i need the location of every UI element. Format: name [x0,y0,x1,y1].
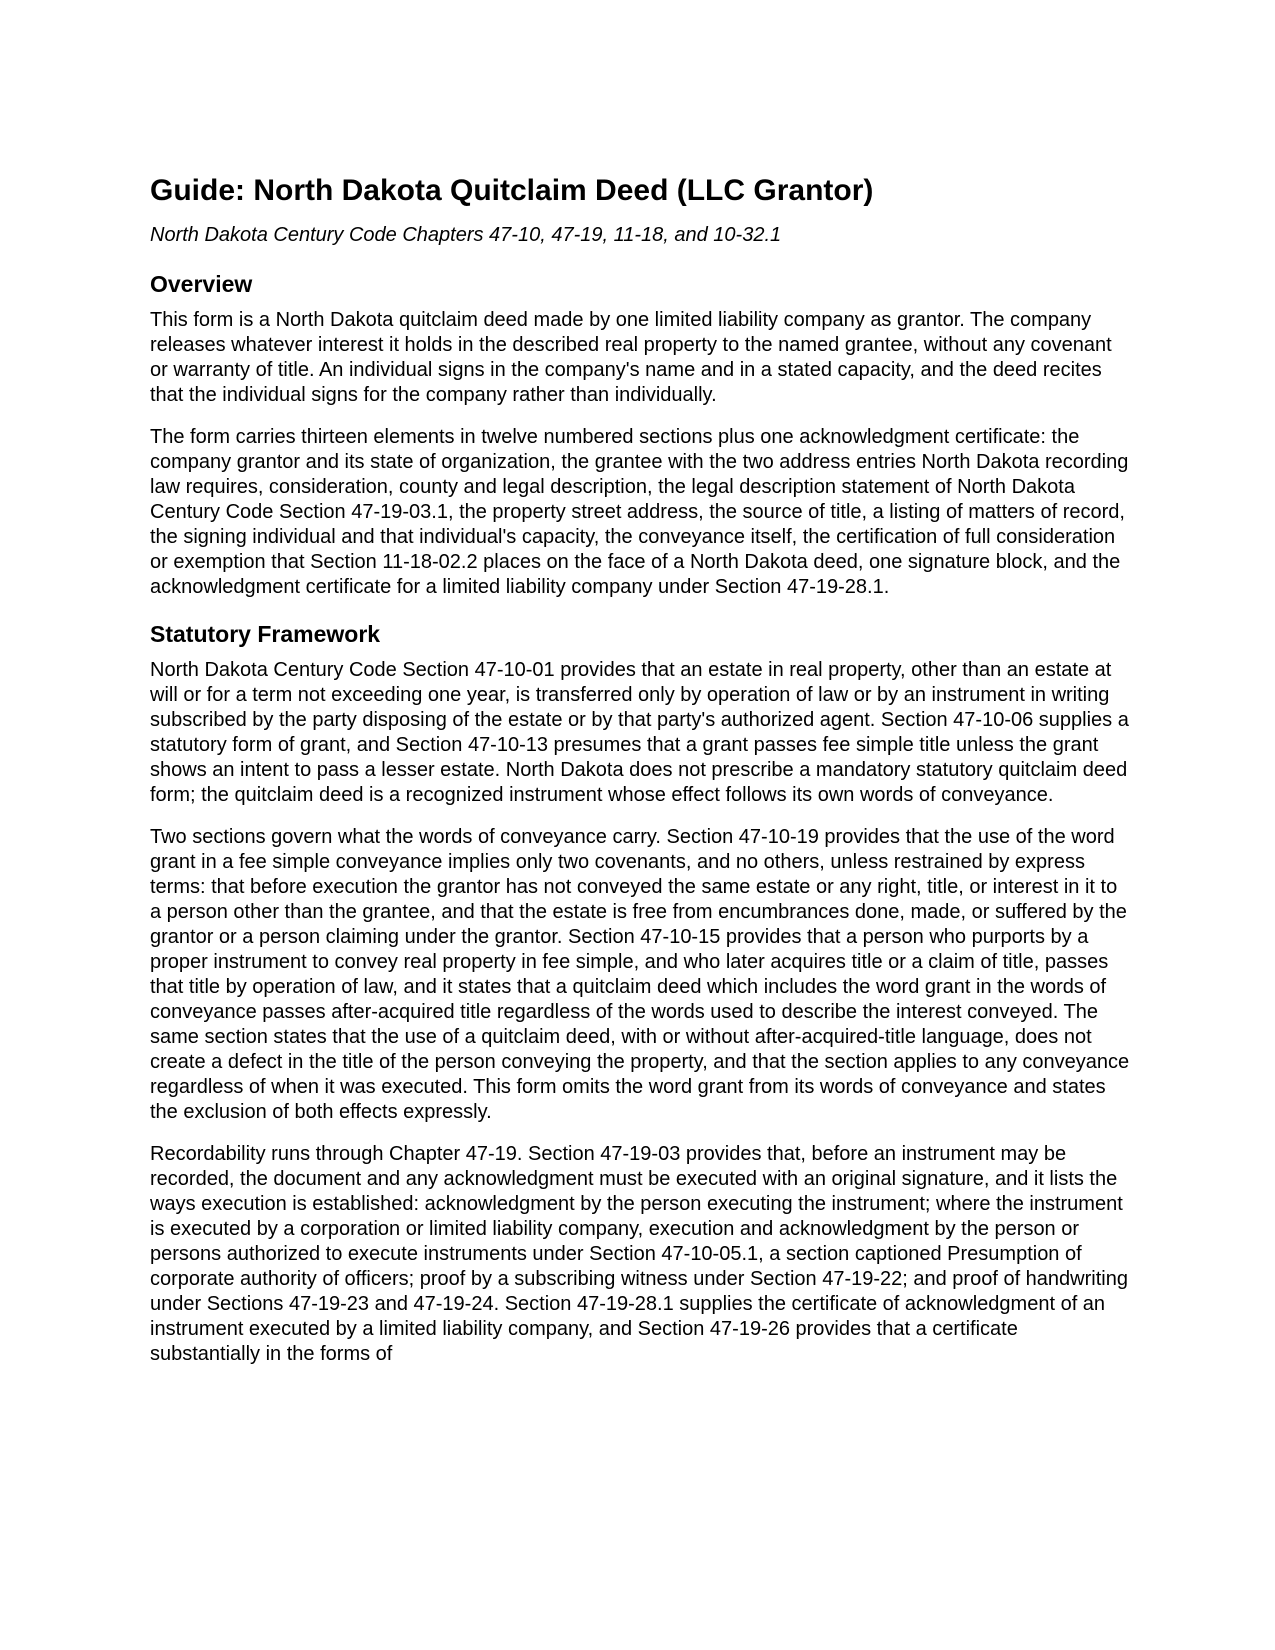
section-heading-statutory-framework: Statutory Framework [150,621,381,647]
document-page [150,172,1130,1384]
section-overview [150,270,1130,600]
overview-paragraph-1: This form is a North Dakota quitclaim deed made by one limited liability company as grantor. The company releases whatever interest it holds in the described real property to the named grantee, without any covenant or warranty of title. An individual signs in the company's name and in a stated capacity, and the deed recites that the individual signs for the company rather than individually. [150,309,1112,406]
section-heading-overview: Overview [150,271,253,297]
document-title: Guide: North Dakota Quitclaim Deed (LLC Grantor) [150,174,874,207]
section-statutory-framework [150,620,1130,1367]
statutory-framework-paragraph-2: Two sections govern what the words of conveyance carry. Section 47-10-19 provides that the use of the word grant in a fee simple conveyance implies only two covenants, and no others, unless restrained by express terms: that before execution the grantor has not conveyed the same estate or any right, title, or interest in it to a person other than the grantee, and that the estate is free from encumbrances done, made, or suffered by the grantor or a person claiming under the grantor. Section 47-10-15 provides that a person who purports by a proper instrument to convey real property in fee simple, and who later acquires title or a claim of title, passes that title by operation of law, and it states that a quitclaim deed which includes the word grant in the words of conveyance passes after-acquired title regardless of the words used to describe the interest conveyed. The same section states that the use of a quitclaim deed, with or without after-acquired-title language, does not create a defect in the title of the person conveying the property, and that the section applies to any conveyance regardless of when it was executed. This form omits the word grant from its words of conveyance and states the exclusion of both effects expressly. [150,826,1130,1123]
statutory-framework-paragraph-3: Recordability runs through Chapter 47-19. Section 47-19-03 provides that, before an instrument may be recorded, the document and any acknowledgment must be executed with an original signature, and it lists the ways execution is established: acknowledgment by the person executing the instrument; where the instrument is executed by a corporation or limited liability company, execution and acknowledgment by the person or persons authorized to execute instruments under Section 47-10-05.1, a section captioned Presumption of corporate authority of officers; proof by a subscribing witness under Section 47-19-22; and proof of handwriting under Sections 47-19-23 and 47-19-24. Section 47-19-28.1 supplies the certificate of acknowledgment of an instrument executed by a limited liability company, and Section 47-19-26 provides that a certificate substantially in the forms of [150,1143,1128,1365]
document-subtitle: North Dakota Century Code Chapters 47-10, 47-19, 11-18, and 10-32.1 [150,224,782,246]
overview-paragraph-2: The form carries thirteen elements in twelve numbered sections plus one acknowledgment certificate: the company grantor and its state of organization, the grantee with the two address entries North Dakota recording law requires, consideration, county and legal description, the legal description statement of North Dakota Century Code Section 47-19-03.1, the property street address, the source of title, a listing of matters of record, the signing individual and that individual's capacity, the conveyance itself, the certification of full consideration or exemption that Section 11-18-02.2 places on the face of a North Dakota deed, one signature block, and the acknowledgment certificate for a limited liability company under Section 47-19-28.1. [150,426,1129,598]
statutory-framework-paragraph-1: North Dakota Century Code Section 47-10-01 provides that an estate in real property, other than an estate at will or for a term not exceeding one year, is transferred only by operation of law or by an instrument in writing subscribed by the party disposing of the estate or by that party's authorized agent. Section 47-10-06 supplies a statutory form of grant, and Section 47-10-13 presumes that a grant passes fee simple title unless the grant shows an intent to pass a lesser estate. North Dakota does not prescribe a mandatory statutory quitclaim deed form; the quitclaim deed is a recognized instrument whose effect follows its own words of conveyance. [150,659,1129,806]
